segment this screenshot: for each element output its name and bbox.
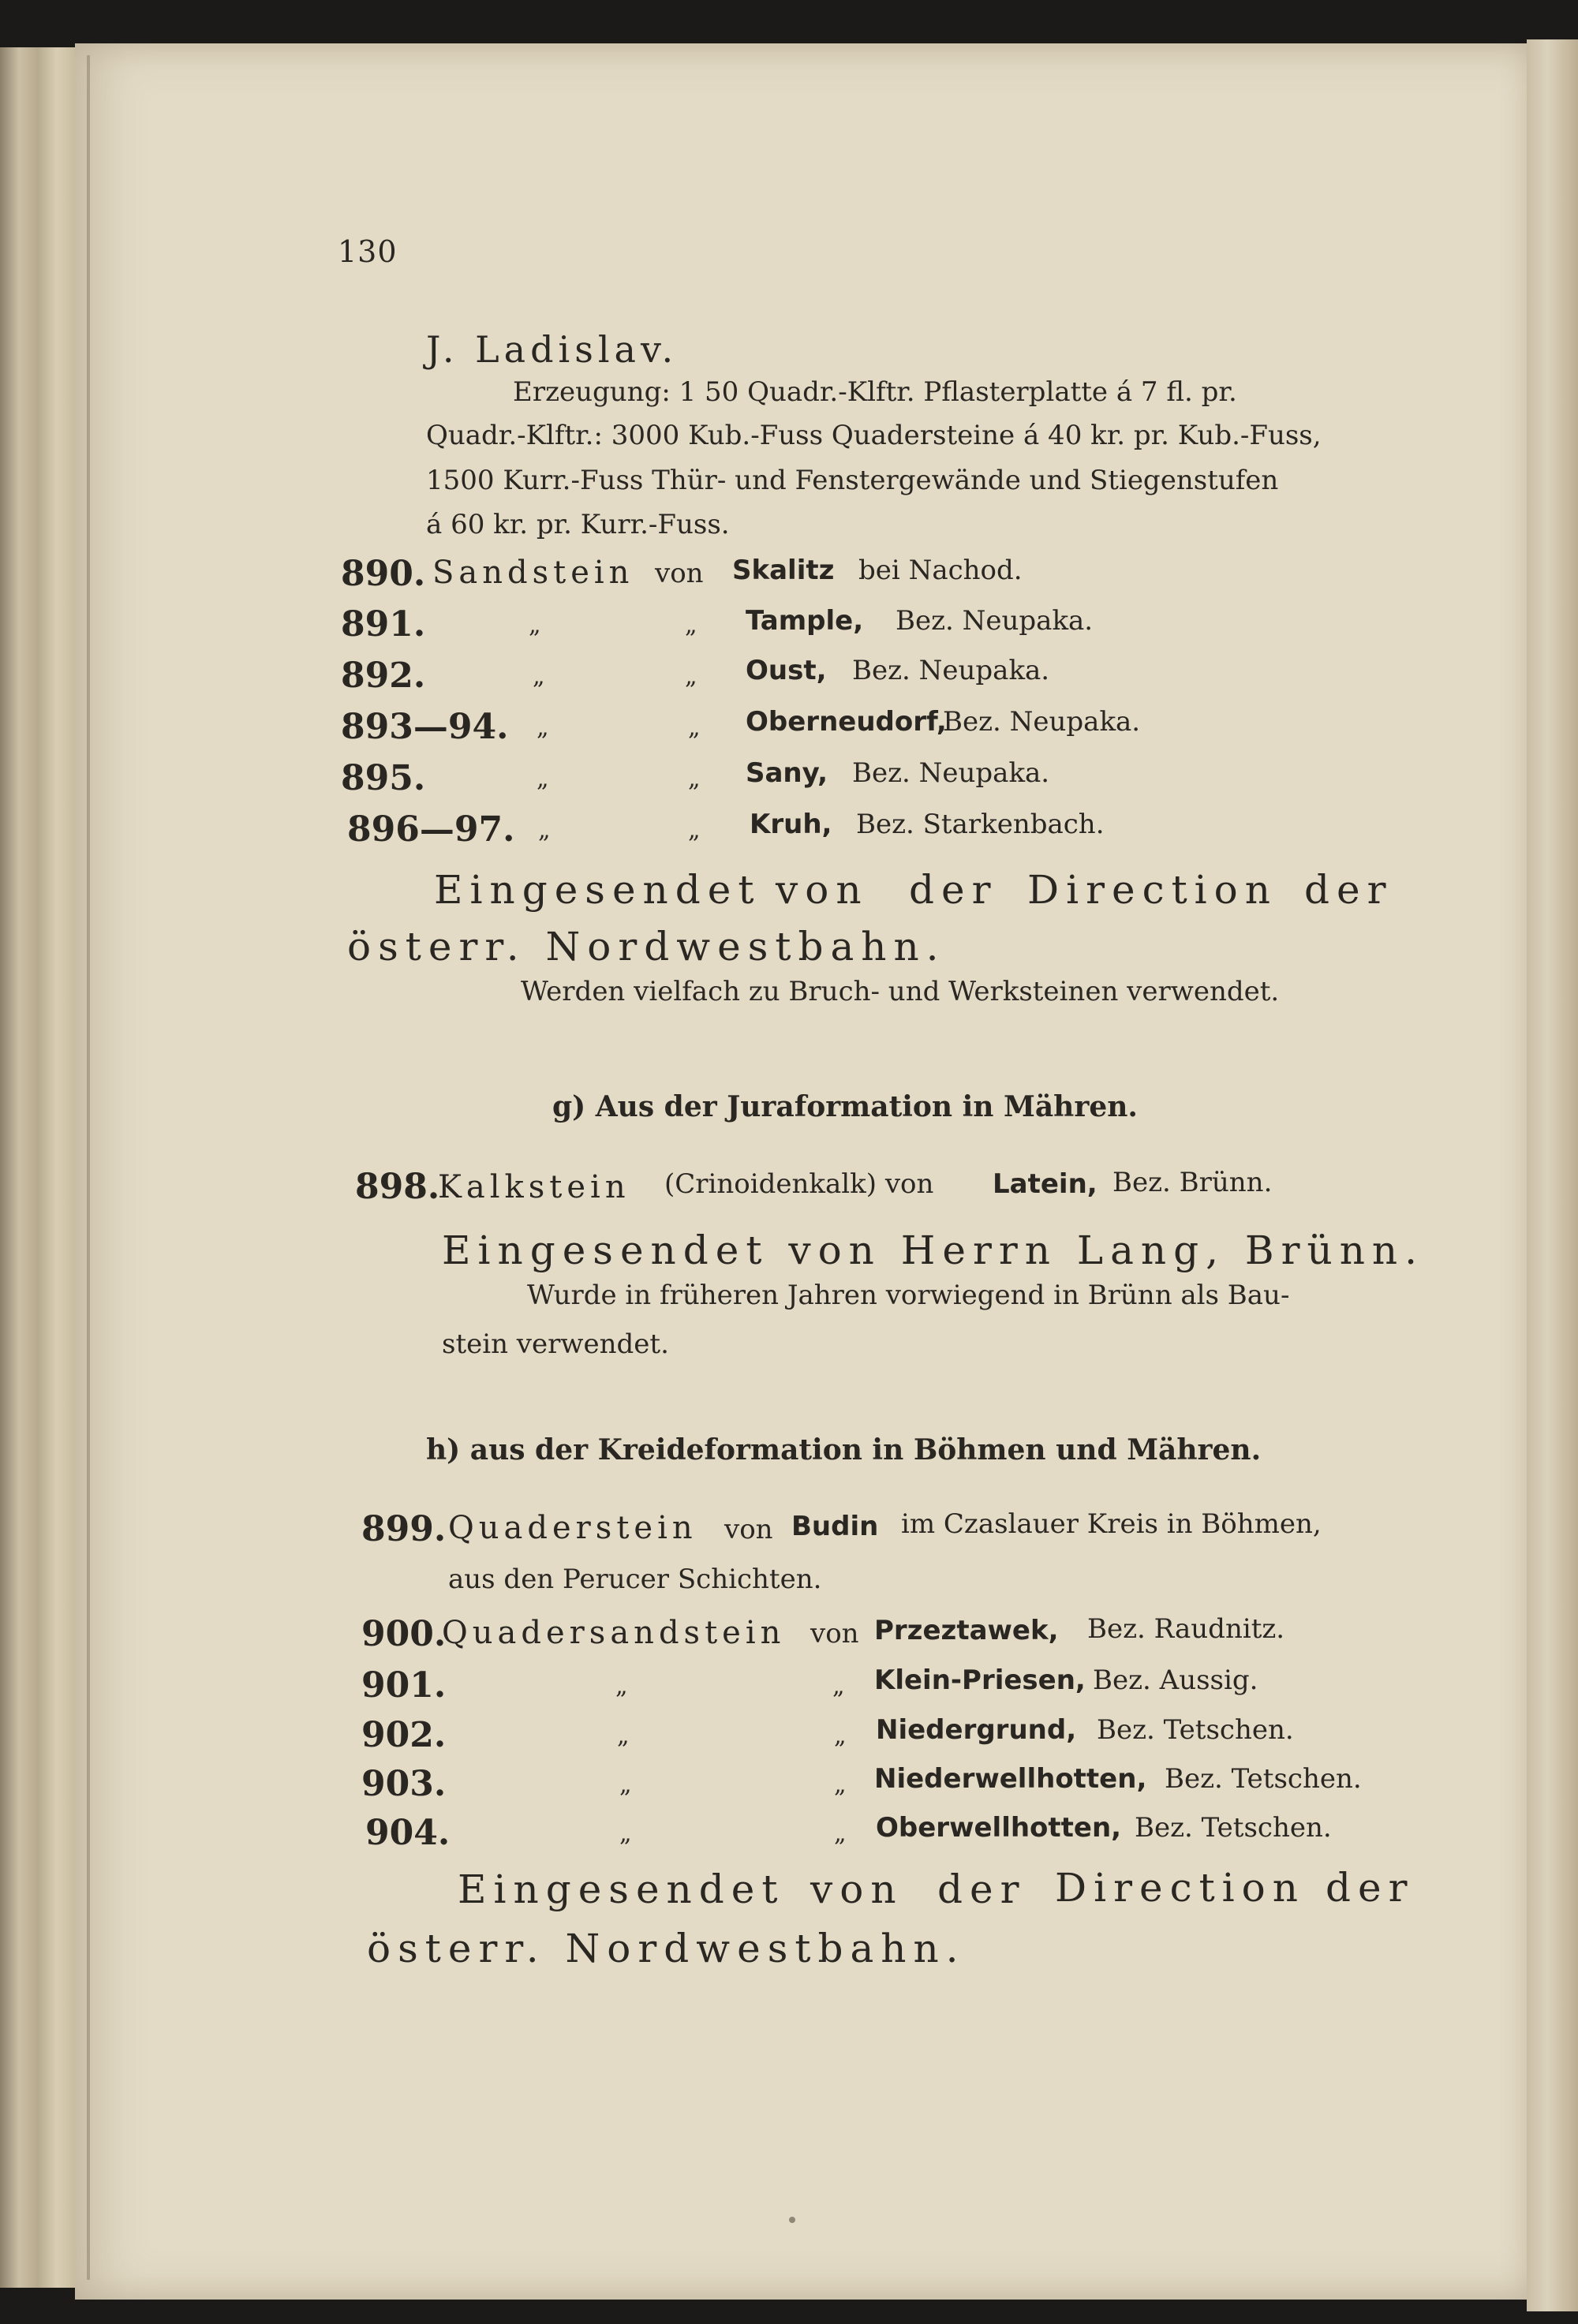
sender-line-lang: Eingesendet von Herrn Lang, Brünn.	[442, 1227, 1425, 1273]
ditto-mark: „	[688, 816, 701, 844]
producer-name: J. Ladislav.	[426, 328, 679, 371]
sender-note-1: Wurde in früheren Jahren vorwiegend in Brünn als Bau-	[527, 1280, 1290, 1311]
sender-word: Eingesendet	[458, 1866, 785, 1912]
entry-number: 891.	[341, 604, 426, 645]
section-heading-g: g) Aus der Juraformation in Mähren.	[552, 1090, 1138, 1123]
ink-speck	[789, 2217, 795, 2223]
entry-place: Niederwellhotten,	[874, 1763, 1147, 1795]
gutter-line	[87, 55, 90, 2280]
entry-material: Quaderstein	[448, 1510, 697, 1546]
entry-detail: Bez. Starkenbach.	[856, 809, 1105, 840]
entry-number: 902.	[361, 1715, 447, 1755]
ditto-mark: „	[538, 816, 551, 844]
ditto-mark: „	[619, 1820, 632, 1848]
sender-line-2: österr. Nordwestbahn.	[347, 924, 946, 970]
entry-place: Tample,	[746, 605, 864, 637]
production-line-1: Erzeugung: 1 50 Quadr.-Klftr. Pflasterplatte á 7 fl. pr.	[513, 376, 1237, 408]
entry-place: Oust,	[746, 655, 827, 686]
entry-material: Sandstein	[432, 555, 634, 591]
entry-detail: (Crinoidenkalk) von	[664, 1168, 934, 1200]
entry-detail: Bez. Brünn.	[1112, 1167, 1273, 1198]
sender-word: der	[1326, 1865, 1415, 1911]
ditto-mark: „	[688, 714, 701, 742]
ditto-mark: „	[537, 765, 549, 793]
entry-number: 892.	[341, 656, 426, 696]
entry-number: 890.	[341, 554, 426, 594]
entry-number: 895.	[341, 758, 426, 798]
sender-word: der	[909, 867, 998, 913]
entry-number: 900.	[361, 1614, 447, 1654]
ditto-mark: „	[533, 663, 545, 690]
ditto-mark: „	[615, 1672, 628, 1700]
entry-line-2: aus den Perucer Schichten.	[448, 1564, 822, 1595]
entry-number: 893—94.	[341, 707, 509, 747]
ditto-mark: „	[529, 611, 541, 639]
entry-detail: Bez. Neupaka.	[852, 655, 1050, 686]
sender-word: von	[810, 1866, 903, 1912]
ditto-mark: „	[685, 663, 697, 690]
entry-detail: bei Nachod.	[858, 555, 1023, 586]
entry-detail: Bez. Tetschen.	[1097, 1714, 1294, 1746]
entry-place: Oberneudorf,	[746, 706, 947, 738]
entry-number: 904.	[365, 1813, 451, 1853]
entry-detail: Bez. Aussig.	[1093, 1665, 1258, 1696]
page-number: 130	[338, 234, 398, 269]
ditto-mark: „	[688, 765, 701, 793]
sender-word: der	[937, 1866, 1026, 1912]
entry-place: Sany,	[746, 757, 828, 789]
ditto-mark: „	[832, 1672, 845, 1700]
production-line-4: á 60 kr. pr. Kurr.-Fuss.	[426, 509, 730, 540]
ditto-mark: „	[617, 1722, 630, 1750]
sender-note-2: stein verwendet.	[442, 1328, 669, 1360]
entry-detail: Bez. Tetschen.	[1135, 1812, 1332, 1844]
entry-material: Quadersandstein	[442, 1615, 786, 1651]
ditto-mark: „	[834, 1820, 847, 1848]
entry-number: 901.	[361, 1665, 447, 1706]
entry-place: Oberwellhotten,	[876, 1812, 1122, 1844]
entry-detail: Bez. Neupaka.	[943, 706, 1141, 738]
sender-word: Direction	[1027, 867, 1277, 913]
entry-place: Przeztawek,	[874, 1615, 1059, 1646]
ditto-mark: „	[834, 1771, 847, 1799]
sender-word: Eingesendet	[434, 867, 761, 913]
entry-place: Skalitz	[732, 555, 835, 586]
ditto-mark: „	[619, 1771, 632, 1799]
entry-von: von	[810, 1618, 859, 1650]
entry-number: 903.	[361, 1764, 447, 1804]
entry-number: 899.	[361, 1509, 447, 1549]
entry-number: 896—97.	[347, 809, 515, 850]
entry-material: Kalkstein	[438, 1169, 630, 1205]
production-line-2: Quadr.-Klftr.: 3000 Kub.-Fuss Quadersteine á 40 kr. pr. Kub.-Fuss,	[426, 420, 1322, 451]
entry-von: von	[724, 1514, 773, 1545]
ditto-mark: „	[834, 1722, 847, 1750]
entry-place: Kruh,	[750, 809, 832, 840]
sender-word: von	[776, 867, 869, 913]
sender-line-2: österr. Nordwestbahn.	[367, 1926, 966, 1971]
entry-place: Latein,	[993, 1168, 1097, 1200]
entry-place: Budin	[791, 1511, 879, 1542]
ditto-mark: „	[537, 714, 549, 742]
entry-detail: Bez. Neupaka.	[896, 605, 1094, 637]
entry-place: Niedergrund,	[876, 1714, 1077, 1746]
entry-detail: Bez. Tetschen.	[1165, 1763, 1362, 1795]
entry-place: Klein-Priesen,	[874, 1665, 1086, 1696]
sender-note: Werden vielfach zu Bruch- und Werksteinen verwendet.	[521, 976, 1280, 1007]
entry-von: von	[655, 558, 704, 589]
entry-number: 898.	[355, 1167, 440, 1207]
ditto-mark: „	[685, 611, 697, 639]
sender-word: Direction	[1055, 1865, 1305, 1911]
entry-detail: Bez. Raudnitz.	[1087, 1613, 1285, 1645]
sender-word: der	[1304, 867, 1393, 913]
section-heading-h: h) aus der Kreideformation in Böhmen und Mähren.	[426, 1433, 1262, 1467]
production-line-3: 1500 Kurr.-Fuss Thür- und Fenstergewände und Stiegenstufen	[426, 465, 1279, 496]
right-page-edge	[1527, 39, 1578, 2311]
entry-detail: Bez. Neupaka.	[852, 757, 1050, 789]
entry-detail: im Czaslauer Kreis in Böhmen,	[901, 1508, 1322, 1540]
